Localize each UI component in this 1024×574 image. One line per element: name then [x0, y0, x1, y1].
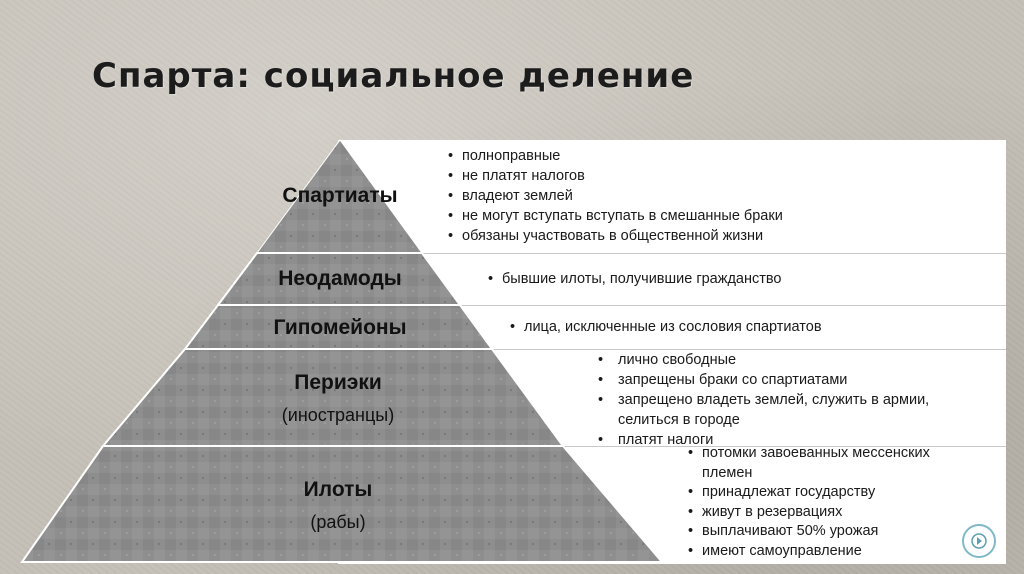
- tier-label-helots: [218, 478, 458, 533]
- bullet-item: • запрещены браки со спартиатами: [598, 370, 943, 390]
- bullet-item: • лично свободные: [598, 350, 943, 370]
- bullet-item: • запрещено владеть землей, служить в армии, селиться в городе: [598, 390, 943, 430]
- tier-label-neodamodes: [240, 267, 440, 291]
- slide-title: Спарта: социальное деление: [92, 56, 695, 96]
- bullet-item: • имеют самоуправление: [688, 542, 948, 562]
- slide-nav-glyph-icon: [969, 531, 989, 551]
- tier-name: Неодамоды: [278, 267, 402, 290]
- bullets-hypomeiones: [510, 317, 980, 337]
- bullet-item: • живут в резервациях: [688, 503, 948, 523]
- tier-label-hypomeiones: [225, 316, 455, 340]
- bullet-item: • обязаны участвовать в общественной жизни: [448, 226, 928, 246]
- tier-subtitle: (рабы): [310, 512, 366, 532]
- bullet-item: • лица, исключенные из сословия спартиатов: [510, 317, 980, 337]
- tier-subtitle: (иностранцы): [281, 405, 395, 425]
- slide-nav-icon[interactable]: [962, 524, 996, 558]
- bullet-item: • не платят налогов: [448, 166, 928, 186]
- bullets-neodamodes: [488, 269, 968, 289]
- bullets-perioeci: [598, 350, 943, 450]
- bullet-item: • владеют землей: [448, 186, 928, 206]
- bullet-item: • выплачивают 50% урожая: [688, 522, 948, 542]
- bullet-item: • потомки завоеванных мессенских племен: [688, 444, 948, 483]
- bullets-spartiates: [448, 146, 928, 246]
- tier-name: Гипомейоны: [273, 316, 407, 339]
- tier-name: Спартиаты: [282, 184, 398, 207]
- bullet-item: • платят налоги: [598, 430, 943, 450]
- bullet-item: • полноправные: [448, 146, 928, 166]
- tier-name: Илоты: [303, 478, 373, 501]
- bullet-item: • не могут вступать вступать в смешанные браки: [448, 206, 928, 226]
- tier-name: Периэки: [294, 371, 382, 394]
- bullet-item: • бывшие илоты, получившие гражданство: [488, 269, 968, 289]
- bullet-item: • принадлежат государству: [688, 483, 948, 503]
- tier-label-perioeci: [218, 371, 458, 426]
- bullets-helots: [688, 444, 948, 561]
- tier-label-spartiates: [240, 184, 440, 208]
